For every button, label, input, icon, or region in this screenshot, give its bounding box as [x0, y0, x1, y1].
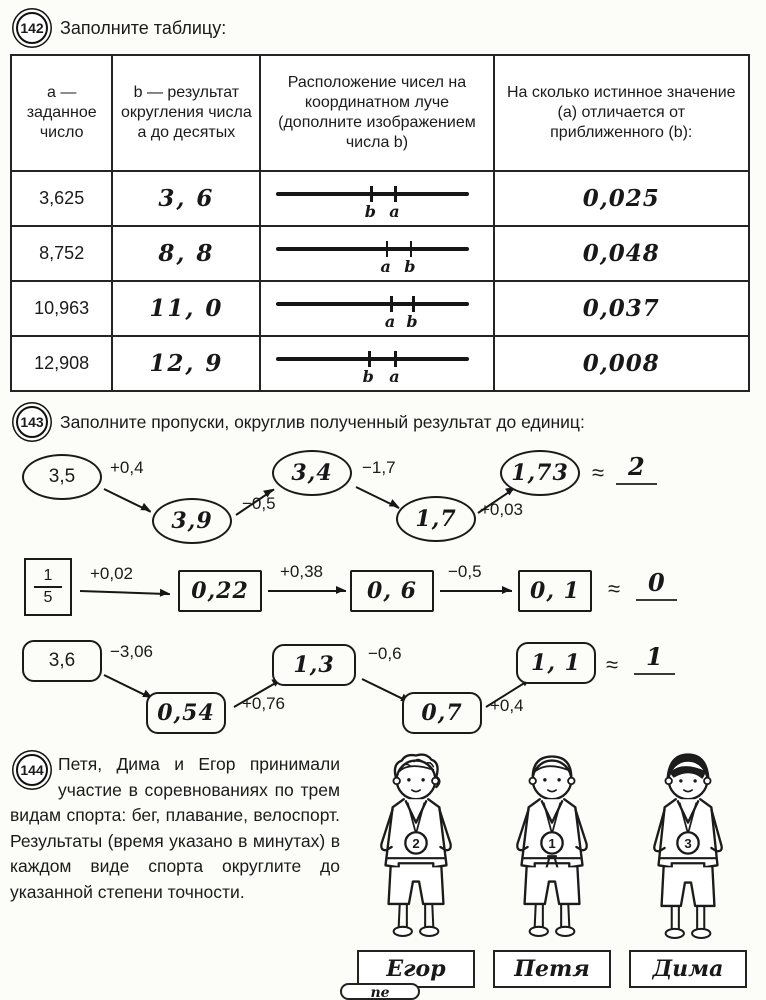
- chain2-op2: +0,38: [280, 562, 324, 581]
- given-number: 8,752: [11, 226, 112, 281]
- difference-handwritten: 0,048: [494, 226, 749, 281]
- chain2-answer-1: 0,22: [178, 570, 262, 612]
- chain3-answer-2: 1,3: [272, 644, 356, 686]
- exercise-143-header: [10, 402, 756, 442]
- chain3-rounded-result: 1: [634, 642, 675, 675]
- boy-illustration-3: [627, 748, 749, 946]
- chain3-start: 3,6: [22, 640, 102, 682]
- number-line: [267, 234, 486, 274]
- rounding-table: [10, 54, 750, 392]
- difference-handwritten: 0,025: [494, 171, 749, 226]
- chain2-answer-2: 0, 6: [350, 570, 434, 612]
- medal-number-2: 1: [548, 836, 556, 852]
- chain3-answer-1: 0,54: [146, 692, 226, 734]
- tick: [394, 351, 397, 367]
- boy-illustration-2: [491, 748, 613, 946]
- boy-illustration-1: [355, 748, 477, 946]
- cutoff-text: пе: [370, 985, 390, 1000]
- name-box-2: [493, 950, 611, 988]
- difference-handwritten: 0,008: [494, 336, 749, 391]
- chain3-op1: −3,06: [110, 642, 154, 661]
- header-rounded-value: b — результат округления числа a до десятых: [112, 55, 260, 171]
- arrow: [356, 486, 400, 509]
- arrow: [268, 590, 346, 592]
- chain-rectangles: [10, 556, 756, 620]
- chain1-op1: +0,4: [110, 458, 144, 477]
- chain1-op4: +0,03: [480, 500, 524, 519]
- given-number: 3,625: [11, 171, 112, 226]
- header-number-line: Расположение чисел на координатном луче (дополните изображением числа b): [260, 55, 493, 171]
- chain2-op3: −0,5: [448, 562, 482, 581]
- arrow: [80, 590, 170, 595]
- medal-number-1: 2: [412, 836, 420, 852]
- chain1-op2: −0,5: [242, 494, 276, 513]
- exercise-144-badge: 144: [16, 754, 48, 786]
- boy-figure-2: [488, 748, 616, 988]
- rounded-value-handwritten: 12, 9: [112, 336, 260, 391]
- number-line-cell: [260, 226, 493, 281]
- table-row: [11, 171, 749, 226]
- number-line: [267, 344, 486, 384]
- exercise-143-badge: 143: [16, 406, 48, 438]
- chain2-answer-3: 0, 1: [518, 570, 592, 612]
- approx-sign: ≈: [592, 460, 605, 485]
- chain-ellipses: [10, 448, 756, 546]
- tick-label: a: [389, 366, 400, 386]
- tick-label: b: [364, 201, 376, 221]
- chain2-rounded-result: 0: [636, 568, 677, 601]
- tick: [410, 241, 413, 257]
- tick-label: a: [380, 256, 391, 276]
- tick-label: b: [404, 256, 416, 276]
- name-box-3: [629, 950, 747, 988]
- approx-sign: ≈: [608, 576, 621, 601]
- header-given-number: a — заданное число: [11, 55, 112, 171]
- tick: [412, 296, 415, 312]
- problem-text: Петя, Дима и Егор принимали участие в соревнованиях по трем видам спорта: бег, плавание, велоспорт. Результаты (время указано в минутах) в каждом виде спорта округлите до указанной степени точности.: [10, 754, 340, 902]
- number-line-cell: [260, 281, 493, 336]
- tick-label: a: [384, 311, 396, 331]
- table-header-row: [11, 55, 749, 171]
- exercise-143-title: Заполните пропуски, округлив полученный результат до единиц:: [60, 411, 585, 432]
- tick: [370, 186, 373, 202]
- line-bar: [276, 357, 469, 361]
- exercise-142-badge: 142: [16, 12, 48, 44]
- table-row: [11, 281, 749, 336]
- approx-sign: ≈: [606, 652, 619, 677]
- medal-number-3: 3: [684, 836, 692, 852]
- chain1-rounded-result: 2: [616, 452, 657, 485]
- tick: [386, 241, 389, 257]
- chain-rounded-rects: [10, 628, 756, 742]
- exercise-144-section: [10, 748, 756, 988]
- handwritten-name-1: Егор: [386, 956, 446, 982]
- tick-label: b: [406, 311, 418, 331]
- tick: [368, 351, 371, 367]
- chain3-answer-3: 0,7: [402, 692, 482, 734]
- number-line-cell: [260, 336, 493, 391]
- rounded-value-handwritten: 3, 6: [112, 171, 260, 226]
- handwritten-name-2: Петя: [514, 956, 590, 982]
- fraction-denominator: 5: [43, 589, 53, 606]
- chain1-op3: −1,7: [362, 458, 396, 477]
- boy-figure-1: [352, 748, 480, 988]
- chain1-answer-4: 1,73: [500, 450, 580, 496]
- given-number: 12,908: [11, 336, 112, 391]
- tick-label: b: [362, 366, 374, 386]
- number-line: [267, 289, 486, 329]
- fraction-one-fifth: [24, 558, 72, 616]
- arrow: [104, 674, 153, 699]
- tick: [394, 186, 397, 202]
- arrow: [440, 590, 512, 592]
- chain3-op3: −0,6: [368, 644, 402, 663]
- tick-label: a: [389, 201, 400, 221]
- chain1-start: 3,5: [22, 454, 102, 500]
- number-line-cell: [260, 171, 493, 226]
- line-bar: [276, 247, 469, 251]
- chain2-op1: +0,02: [90, 564, 134, 583]
- given-number: 10,963: [11, 281, 112, 336]
- chain1-answer-3: 1,7: [396, 496, 476, 542]
- rounded-value-handwritten: 8, 8: [112, 226, 260, 281]
- chain1-answer-2: 3,4: [272, 450, 352, 496]
- handwritten-name-3: Дима: [652, 956, 724, 982]
- figures-row: [340, 748, 756, 988]
- number-line: [267, 179, 486, 219]
- problem-text-block: [10, 748, 340, 988]
- arrow: [104, 488, 152, 513]
- rounded-value-handwritten: 11, 0: [112, 281, 260, 336]
- boy-figure-3: [624, 748, 752, 988]
- header-difference: На сколько истинное значение (a) отличается от приближенного (b):: [494, 55, 749, 171]
- difference-handwritten: 0,037: [494, 281, 749, 336]
- exercise-142-title: Заполните таблицу:: [60, 17, 227, 38]
- tick: [390, 296, 393, 312]
- chain3-op4: +0,4: [490, 696, 524, 715]
- table-row: [11, 336, 749, 391]
- table-row: [11, 226, 749, 281]
- line-bar: [276, 302, 469, 306]
- chain3-op2: +0,76: [242, 694, 286, 713]
- chain3-answer-4: 1, 1: [516, 642, 596, 684]
- exercise-142-header: [10, 8, 756, 48]
- cutoff-box: [340, 983, 420, 1000]
- fraction-numerator: 1: [34, 567, 63, 588]
- chain1-answer-1: 3,9: [152, 498, 232, 544]
